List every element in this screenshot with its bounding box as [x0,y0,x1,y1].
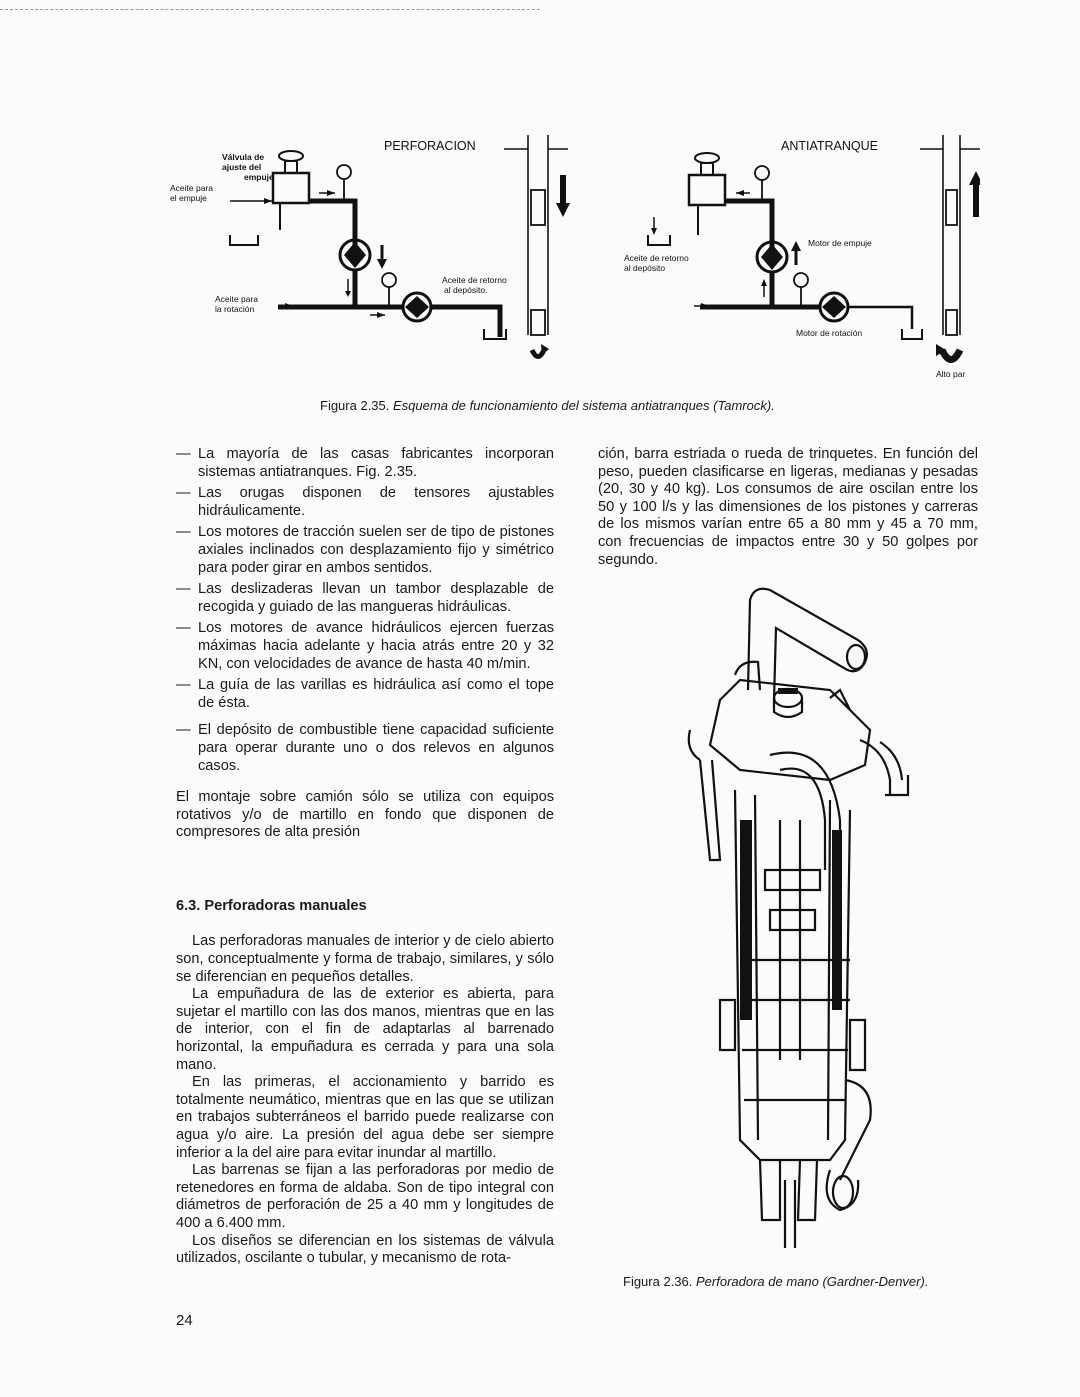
paragraph: La empuñadura de las de exterior es abierta, para sujetar el martillo con las dos manos, mientras que en las de interior, con el fin de adaptarlas al barrenado horizontal, la empuñadura es cerrada y para una sola mano. [176,986,554,1073]
section-heading: 6.3. Perforadoras manuales [176,897,367,914]
left-gauge-bottom-icon [382,273,396,287]
right-high-torque-label: Alto par [936,369,966,379]
right-paragraph: ción, barra estriada o rueda de trinquetes. En función del peso, pueden clasificarse en ligeras, medianas y pesadas (20, 30 y 40 kg). Los consumos de aire oscilan entre los 50 y 100 l/s y las dimensiones de los pistones y carreras de los mismos varían entre 65 a 80 mm y 45 a 70 mm, con frecuencias de impactos entre 30 y 50 golpes por segundo. [598,446,978,568]
left-valve-knob-icon [279,151,303,161]
list-item: — La mayoría de las casas fabricantes incorporan sistemas antiatranques. Fig. 2.35. [176,446,554,481]
figure-2-35-caption-text: Esquema de funcionamiento del sistema antiatranques (Tamrock). [393,398,775,413]
left-valve-body [273,173,309,203]
paragraph: Las perforadoras manuales de interior y de cielo abierto son, conceptualmente y forma de trabajo, similares, y sólo se diferencian en pequeños detalles. [176,933,554,985]
left-return-oil-label: Aceite de retorno al depósito. [442,275,507,295]
figure-2-36-illustration [680,580,920,1250]
figure-2-35-caption [320,398,775,413]
left-push-oil-label: Aceite para el empuje [170,183,213,203]
right-push-motor-label: Motor de empuje [808,238,872,248]
figure-2-35-number: Figura 2.35. [320,398,390,413]
hand-drill-drawing [680,580,920,1250]
right-gauge-top-icon [755,166,769,180]
left-title: PERFORACION [384,139,476,153]
truck-paragraph: El montaje sobre camión sólo se utiliza con equipos rotativos y/o de martillo en fondo que disponen de compresores de alta presión [176,789,554,841]
bullet-list [176,446,554,775]
right-column [598,446,978,569]
left-valve-label: Válvula de ajuste del empuje [222,152,274,182]
right-rotation-motor-label: Motor de rotación [796,328,863,338]
right-rotation-arrow-icon [942,350,960,360]
figure-2-36-caption-text: Perforadora de mano (Gardner-Denver). [696,1274,929,1289]
left-rotation-oil-label: Aceite para la rotación [215,294,258,314]
right-title: ANTIATRANQUE [781,139,878,153]
right-return-oil-label: Aceite de retorno al depósito [624,253,689,273]
top-scan-rule [0,9,540,10]
left-column [176,446,554,1268]
figure-2-36-caption [623,1274,928,1289]
paragraph: Las barrenas se fijan a las perforadoras por medio de retenedores en forma de aldaba. Son de tipo integral con diámetros de perforación de 25 a 40 mm y longitudes de 400 a 6.400 mm. [176,1162,554,1231]
list-item: — Los motores de tracción suelen ser de tipo de pistones axiales inclinados con desplazamiento fijo y simétrico para poder girar en ambos sentidos. [176,524,554,577]
right-up-arrow-icon [969,171,980,185]
right-gauge-bottom-icon [794,273,808,287]
page-number: 24 [176,1312,193,1329]
figure-2-35-schematic [160,125,980,385]
list-item: — Las orugas disponen de tensores ajustables hidráulicamente. [176,485,554,520]
list-item: — Las deslizaderas llevan un tambor desplazable de recogida y guiado de las mangueras hidráulicas. [176,581,554,616]
left-down-arrow-icon [556,203,570,217]
paragraph: Los diseños se diferencian en los sistemas de válvula utilizados, oscilante o tubular, y mecanismo de rota- [176,1232,554,1267]
list-item: — La guía de las varillas es hidráulica así como el tope de ésta. [176,677,554,712]
right-valve-body [689,175,725,205]
left-gauge-top-icon [337,165,351,179]
antiatranque-diagram [160,125,980,385]
right-valve-knob-icon [695,153,719,163]
paragraph: En las primeras, el accionamiento y barrido es totalmente neumático, mientras que en las que se utilizan en trabajos subterráneos el barrido puede realizarse con agua y/o aire. La presión del agua debe ser siempre inferior a la del aire para evitar inundar al martillo. [176,1074,554,1161]
list-item: — El depósito de combustible tiene capacidad suficiente para operar durante uno o dos relevos en algunos casos. [176,722,554,775]
figure-2-36-number: Figura 2.36. [623,1274,693,1289]
list-item: — Los motores de avance hidráulicos ejercen fuerzas máximas hacia adelante y hacia atrás entre 20 y 32 KN, con velocidades de avance de hasta 40 m/min. [176,620,554,673]
